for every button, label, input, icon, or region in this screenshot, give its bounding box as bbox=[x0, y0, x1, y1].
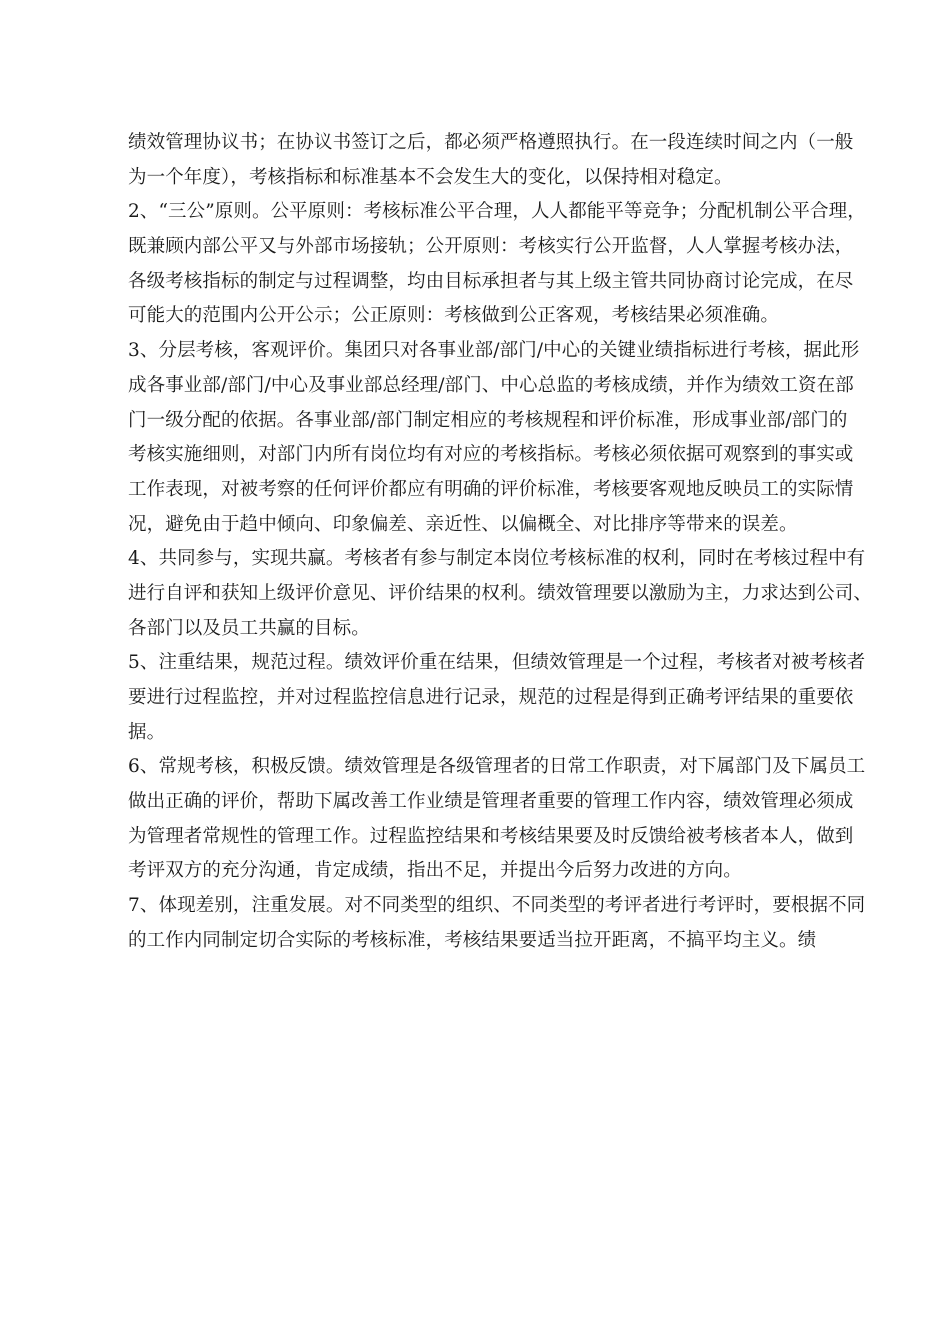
text-line: 成各事业部/部门/中心及事业部总经理/部门、中心总监的考核成绩，并作为绩效工资在部 bbox=[128, 374, 854, 396]
text-line: 要进行过程监控，并对过程监控信息进行记录，规范的过程是得到正确考评结果的重要依 bbox=[128, 687, 854, 708]
text-line: 况，避免由于趋中倾向、印象偏差、亲近性、以偏概全、对比排序等带来的误差。 bbox=[128, 513, 798, 535]
text-line: 做出正确的评价，帮助下属改善工作业绩是管理者重要的管理工作内容，绩效管理必须成 bbox=[128, 791, 854, 813]
text-line: 的工作内同制定切合实际的考核标准，考核结果要适当拉开距离，不搞平均主义。绩 bbox=[128, 929, 817, 951]
text-line: 绩效管理协议书；在协议书签订之后，都必须严格遵照执行。在一段连续时间之内（一般 bbox=[128, 132, 854, 153]
text-line: 各级考核指标的制定与过程调整，均由目标承担者与其上级主管共同协商讨论完成，在尽 bbox=[128, 270, 854, 292]
body-text bbox=[128, 126, 888, 959]
text-line: 3、分层考核，客观评价。集团只对各事业部/部门/中心的关键业绩指标进行考核，据此形 bbox=[128, 340, 860, 362]
text-line: 工作表现，对被考察的任何评价都应有明确的评价标准，考核要客观地反映员工的实际情 bbox=[128, 478, 854, 500]
text-line: 2、“三公”原则。公平原则：考核标准公平合理，人人都能平等竞争；分配机制公平合理， bbox=[128, 201, 866, 223]
text-line: 进行自评和获知上级评价意见、评价结果的权利。绩效管理要以激励为主，力求达到公司、 bbox=[128, 582, 873, 604]
text-line: 各部门以及员工共赢的目标。 bbox=[128, 617, 370, 639]
text-line: 考评双方的充分沟通，肯定成绩，指出不足，并提出今后努力改进的方向。 bbox=[128, 860, 742, 882]
text-line: 为管理者常规性的管理工作。过程监控结果和考核结果要及时反馈给被考核者本人，做到 bbox=[128, 825, 854, 847]
text-line: 6、常规考核，积极反馈。绩效管理是各级管理者的日常工作职责，对下属部门及下属员工 bbox=[128, 756, 866, 778]
text-line: 4、共同参与，实现共赢。考核者有参与制定本岗位考核标准的权利，同时在考核过程中有 bbox=[128, 548, 866, 570]
text-line: 7、体现差别，注重发展。对不同类型的组织、不同类型的考评者进行考评时，要根据不同 bbox=[128, 895, 866, 917]
text-line: 可能大的范围内公开公示；公正原则：考核做到公正客观，考核结果必须准确。 bbox=[128, 305, 780, 327]
text-line: 据。 bbox=[128, 721, 166, 743]
text-line: 既兼顾内部公平又与外部市场接轨；公开原则：考核实行公开监督，人人掌握考核办法， bbox=[128, 236, 854, 258]
text-line: 考核实施细则，对部门内所有岗位均有对应的考核指标。考核必须依据可观察到的事实或 bbox=[128, 444, 854, 466]
text-line: 为一个年度），考核指标和标准基本不会发生大的变化，以保持相对稳定。 bbox=[128, 166, 733, 188]
text-line: 门一级分配的依据。各事业部/部门制定相应的考核规程和评价标准，形成事业部/部门的 bbox=[128, 409, 848, 431]
text-line: 5、注重结果，规范过程。绩效评价重在结果，但绩效管理是一个过程，考核者对被考核者 bbox=[128, 652, 866, 674]
